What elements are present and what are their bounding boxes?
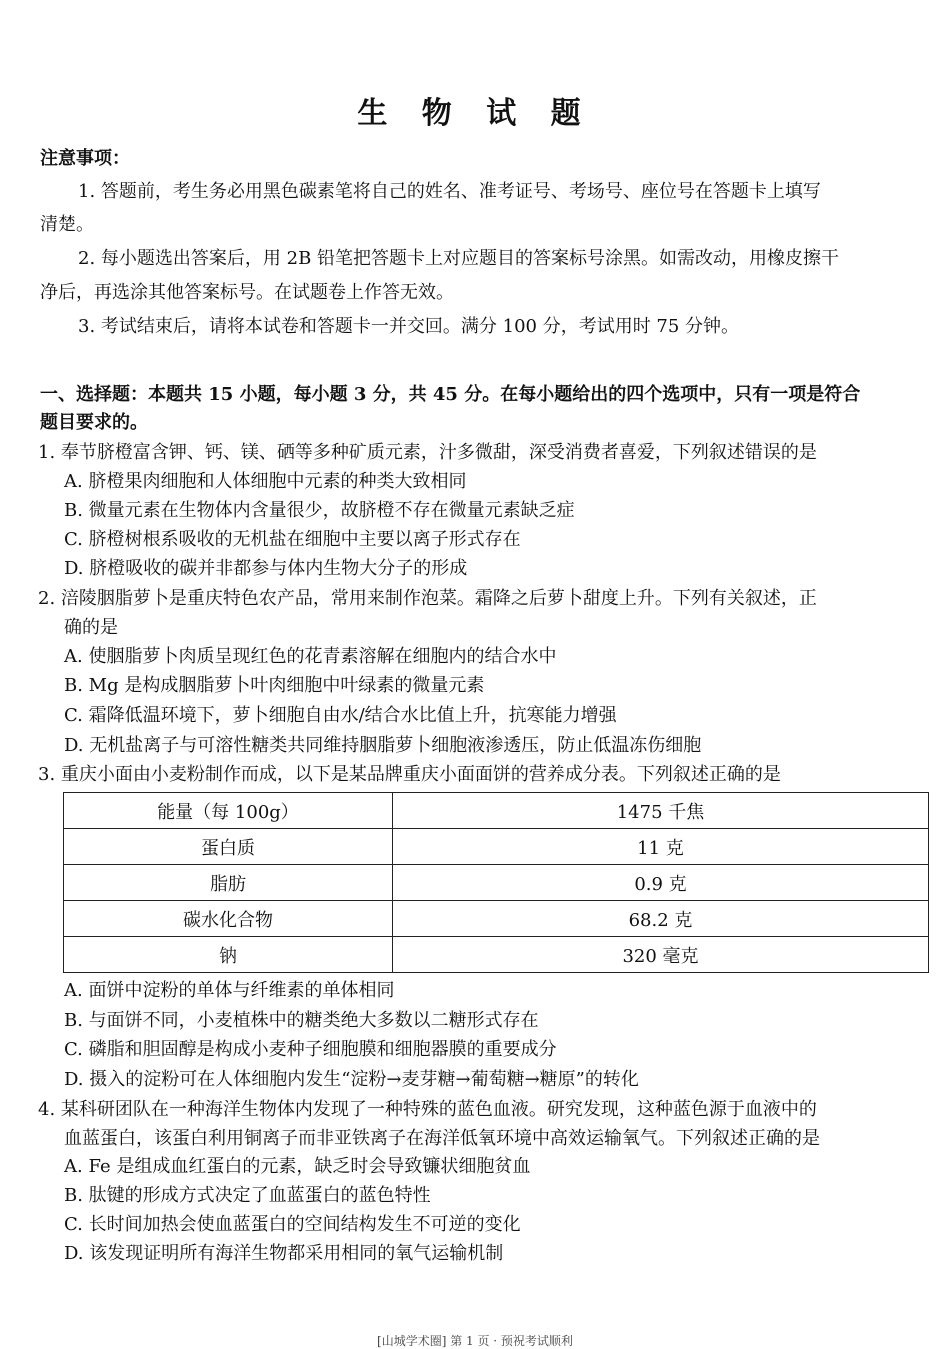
question-2-option-d: D. 无机盐离子与可溶性糖类共同维持胭脂萝卜细胞液渗透压，防止低温冻伤细胞 [64,735,702,756]
question-1-option-b: B. 微量元素在生物体内含量很少，故脐橙不存在微量元素缺乏症 [64,500,575,521]
table-cell-value: 1475 千焦 [393,793,929,829]
notice-heading: 注意事项： [40,148,130,169]
question-4-stem-line-2: 血蓝蛋白，该蛋白利用铜离子而非亚铁离子在海洋低氧环境中高效运输氧气。下列叙述正确的是 [64,1128,820,1149]
table-row [64,901,929,937]
table-cell-value: 68.2 克 [393,901,929,937]
page-footer: [山城学术圈] 第 1 页 · 预祝考试顺利 [377,1334,573,1348]
table-cell-value: 11 克 [393,829,929,865]
table-cell-nutrient: 钠 [64,937,393,973]
question-1-option-c: C. 脐橙树根系吸收的无机盐在细胞中主要以离子形式存在 [64,529,521,550]
question-4-option-d: D. 该发现证明所有海洋生物都采用相同的氧气运输机制 [64,1243,504,1264]
table-row [64,865,929,901]
question-3-stem: 3. 重庆小面由小麦粉制作而成，以下是某品牌重庆小面面饼的营养成分表。下列叙述正确的是 [38,764,781,785]
table-cell-nutrient: 蛋白质 [64,829,393,865]
question-3-option-a: A. 面饼中淀粉的单体与纤维素的单体相同 [64,980,395,1001]
notice-item-1-line-1: 1. 答题前，考生务必用黑色碳素笔将自己的姓名、准考证号、考场号、座位号在答题卡上填写 [78,181,821,202]
notice-item-2-line-2: 净后，再选涂其他答案标号。在试题卷上作答无效。 [40,282,454,303]
question-1-stem: 1. 奉节脐橙富含钾、钙、镁、硒等多种矿质元素，汁多微甜，深受消费者喜爱，下列叙述错误的是 [38,442,817,463]
question-4-option-c: C. 长时间加热会使血蓝蛋白的空间结构发生不可逆的变化 [64,1214,521,1235]
table-row [64,793,929,829]
question-4-option-a: A. Fe 是组成血红蛋白的元素，缺乏时会导致镰状细胞贫血 [64,1156,531,1177]
question-2-stem-line-1: 2. 涪陵胭脂萝卜是重庆特色农产品，常用来制作泡菜。霜降之后萝卜甜度上升。下列有关叙述，正 [38,588,817,609]
table-cell-value: 0.9 克 [393,865,929,901]
question-3-option-c: C. 磷脂和胆固醇是构成小麦种子细胞膜和细胞器膜的重要成分 [64,1039,557,1060]
notice-item-1-line-2: 清楚。 [40,214,94,235]
table-row [64,937,929,973]
table-cell-nutrient: 碳水化合物 [64,901,393,937]
question-4-stem-line-1: 4. 某科研团队在一种海洋生物体内发现了一种特殊的蓝色血液。研究发现，这种蓝色源于血液中的 [38,1099,817,1120]
table-cell-value: 320 毫克 [393,937,929,973]
section-heading-line-2: 题目要求的。 [40,412,148,433]
question-2-stem-line-2: 确的是 [64,617,118,638]
question-2-option-c: C. 霜降低温环境下，萝卜细胞自由水/结合水比值上升，抗寒能力增强 [64,705,617,726]
question-3-option-b: B. 与面饼不同，小麦植株中的糖类绝大多数以二糖形式存在 [64,1010,539,1031]
question-1-option-d: D. 脐橙吸收的碳并非都参与体内生物大分子的形成 [64,558,468,579]
table-cell-nutrient: 脂肪 [64,865,393,901]
table-cell-nutrient: 能量（每 100g） [64,793,393,829]
question-2-option-b: B. Mg 是构成胭脂萝卜叶肉细胞中叶绿素的微量元素 [64,675,485,696]
page-title: 生 物 试 题 [357,96,593,131]
notice-item-2-line-1: 2. 每小题选出答案后，用 2B 铅笔把答题卡上对应题目的答案标号涂黑。如需改动，用橡皮擦干 [78,248,840,269]
section-heading-line-1: 一、选择题：本题共 15 小题，每小题 3 分，共 45 分。在每小题给出的四个选项中，只有一项是符合 [40,384,861,405]
notice-item-3: 3. 考试结束后，请将本试卷和答题卡一并交回。满分 100 分，考试用时 75 分钟。 [78,316,740,337]
nutrition-table [63,792,929,973]
question-3-option-d: D. 摄入的淀粉可在人体细胞内发生“淀粉→麦芽糖→葡萄糖→糖原”的转化 [64,1069,639,1090]
question-4-option-b: B. 肽键的形成方式决定了血蓝蛋白的蓝色特性 [64,1185,431,1206]
question-1-option-a: A. 脐橙果肉细胞和人体细胞中元素的种类大致相同 [64,471,467,492]
table-row [64,829,929,865]
question-2-option-a: A. 使胭脂萝卜肉质呈现红色的花青素溶解在细胞内的结合水中 [64,646,557,667]
